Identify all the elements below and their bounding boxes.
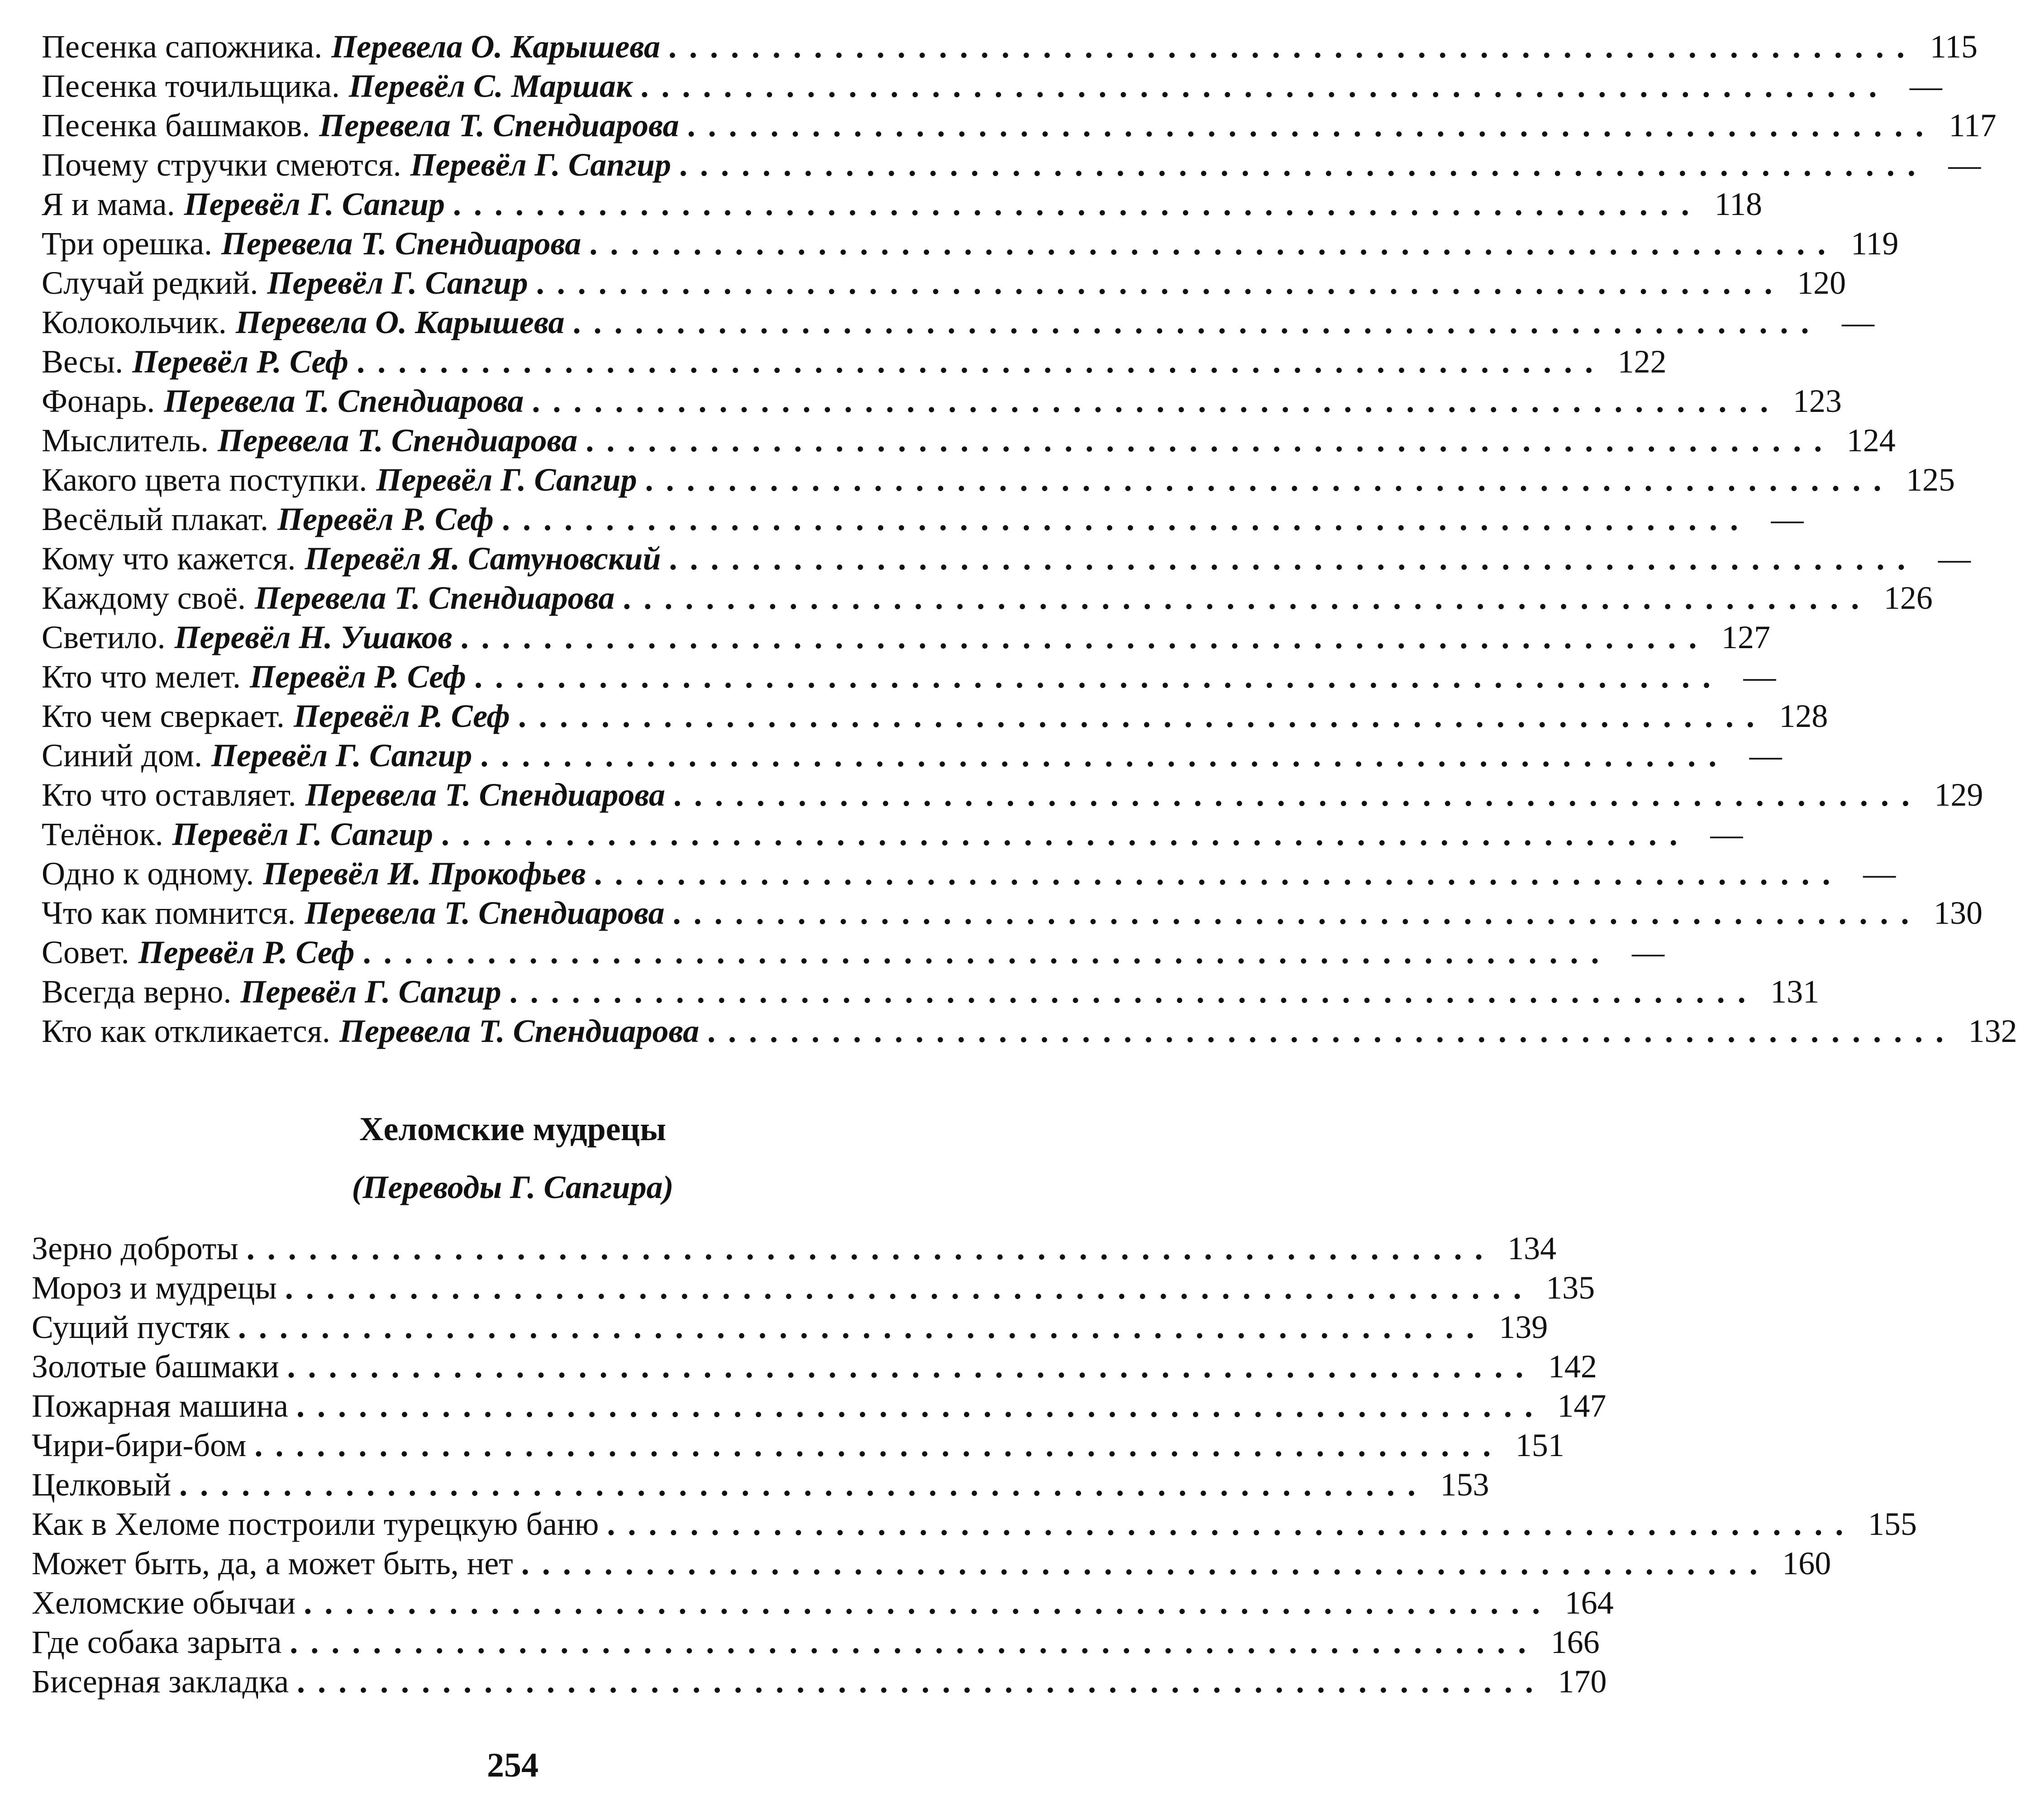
toc-entry-translator: Перевела Т. Спендиарова [164,383,524,419]
toc-entry [42,854,1896,893]
toc-entry-page: 135 [1546,1270,1595,1306]
toc-entry-title: Какого цвета поступки. [42,462,367,498]
toc-entry-translator: Перевёл Р. Сеф [132,344,349,380]
dot-leader: ............................................................ [672,895,1922,931]
toc-entry-title: Золотые башмаки [32,1348,279,1385]
toc-entry-title: Мыслитель. [42,422,209,459]
toc-entry-page: 166 [1550,1624,1600,1660]
dot-leader: ............................................................ [460,619,1710,655]
toc-entry [42,263,1846,303]
toc-entry-title: Кто что оставляет. [42,777,296,813]
dot-leader: ............................................................ [441,816,1690,852]
toc-entry [42,27,1978,67]
toc-entry-page: 128 [1779,698,1828,734]
toc-entry-translator: Перевёл С. Маршак [348,68,633,104]
dot-leader: ............................................................ [594,855,1843,892]
toc-entry-translator: Перевёл Г. Сапгир [211,737,472,774]
dot-leader: ............................................................ [589,225,1839,262]
toc-entry-title: Почему стручки смеются. [42,147,401,183]
toc-entry-title: Хеломские обычаи [32,1585,296,1621]
dot-leader: ............................................................ [297,1663,1546,1700]
toc-entry-translator: Перевёл Г. Сапгир [267,265,528,301]
toc-entry-translator: Перевела О. Карышева [331,29,660,65]
toc-entry [32,1426,1564,1465]
toc-entry [42,775,1983,815]
toc-entry [32,1505,1917,1544]
toc-entry [32,1465,1489,1505]
dot-leader: ............................................................ [290,1624,1539,1660]
dot-leader: ............................................................ [509,974,1759,1010]
toc-entry-page: — [1909,68,1942,104]
toc-entry [32,1662,1607,1701]
dot-leader: ............................................................ [668,29,1917,65]
toc-entry-page: — [1771,501,1804,537]
toc-entry-title: Чири-бири-бом [32,1427,247,1463]
toc-entry [42,1012,2017,1051]
toc-entry-translator: Перевела Т. Спендиарова [218,422,578,459]
dot-leader: ............................................................ [287,1348,1536,1385]
toc-entry-title: Синий дом. [42,737,202,774]
toc-entry-title: Где собака зарыта [32,1624,282,1660]
toc-entry-title: Сущий пустяк [32,1309,230,1345]
toc-entry-translator: Перевёл Р. Сеф [249,659,466,695]
toc-entry-page: 170 [1558,1663,1607,1700]
toc-entry-translator: Перевёл Р. Сеф [293,698,510,734]
toc-entry-page: 123 [1792,383,1842,419]
toc-entry [42,421,1896,460]
toc-entry-title: Я и мама. [42,186,175,222]
toc-entry-page: — [1948,147,1981,183]
toc-entry-title: Весы. [42,344,124,380]
toc-entry-title: Совет. [42,934,129,970]
toc-entry-title: Три орешка. [42,225,213,262]
toc-entry [32,1347,1597,1386]
dot-leader: ............................................................ [254,1427,1504,1463]
toc-entry-page: — [1863,855,1896,892]
toc-entry-title: Кому что кажется. [42,540,296,577]
toc-entry-page: — [1749,737,1782,774]
toc-entry-page: 124 [1846,422,1896,459]
toc-entry [32,1583,1614,1623]
toc-entry-translator: Перевела Т. Спендиарова [255,580,615,616]
toc-entry-page: 118 [1714,186,1763,222]
dot-leader: ............................................................ [669,540,1918,577]
toc-entry [32,1268,1595,1308]
toc-entry-title: Песенка точильщика. [42,68,340,104]
dot-leader: ............................................................ [518,698,1767,734]
dot-leader: ............................................................ [362,934,1612,970]
contents-list-chelm-stories [32,1229,1917,1701]
dot-leader: ............................................................ [536,265,1785,301]
toc-entry-translator: Перевёл Г. Сапгир [184,186,445,222]
toc-entry-page: 129 [1934,777,1983,813]
toc-entry [42,972,1820,1012]
dot-leader: ............................................................ [645,462,1894,498]
toc-entry-translator: Перевела Т. Спендиарова [305,777,665,813]
toc-entry-page: 131 [1770,974,1820,1010]
dot-leader: ............................................................ [673,777,1922,813]
toc-entry [32,1229,1557,1268]
toc-entry-page: 153 [1440,1467,1489,1503]
toc-entry-translator: Перевёл Н. Ушаков [174,619,453,655]
toc-entry-title: Одно к одному. [42,855,254,892]
toc-entry-title: Пожарная машина [32,1388,288,1424]
toc-entry-page: 164 [1564,1585,1614,1621]
toc-entry-translator: Перевела О. Карышева [235,304,565,340]
toc-entry-page: 125 [1906,462,1955,498]
toc-entry-page: 119 [1851,225,1899,262]
dot-leader: ............................................................ [532,383,1781,419]
dot-leader: ............................................................ [357,344,1606,380]
toc-entry-translator: Перевёл Г. Сапгир [172,816,433,852]
toc-entry-page: 122 [1617,344,1667,380]
toc-entry-page: — [1743,659,1776,695]
toc-entry-page: 151 [1515,1427,1564,1463]
toc-entry-title: Случай редкий. [42,265,258,301]
page-number: 254 [487,1746,539,1784]
toc-entry-title: Зерно доброты [32,1230,238,1266]
dot-leader: ............................................................ [607,1506,1856,1542]
toc-entry [42,67,1942,106]
toc-entry-translator: Перевёл И. Прокофьев [263,855,586,892]
dot-leader: ............................................................ [687,107,1936,143]
toc-entry [42,933,1665,972]
toc-entry [42,460,1955,500]
toc-entry-page: 127 [1721,619,1771,655]
toc-entry-title: Фонарь. [42,383,155,419]
dot-leader: ............................................................ [679,147,1928,183]
dot-leader: ............................................................ [501,501,1751,537]
toc-entry-title: Кто чем сверкает. [42,698,285,734]
toc-entry [42,224,1899,263]
toc-entry [32,1386,1606,1426]
toc-entry-translator: Перевёл Я. Сатуновский [305,540,661,577]
toc-entry-title: Мороз и мудрецы [32,1270,277,1306]
dot-leader: ............................................................ [521,1545,1770,1581]
toc-entry-page: 147 [1557,1388,1606,1424]
toc-entry-page: — [1938,540,1971,577]
section-subheading: (Переводы Г. Сапгира) [352,1169,674,1205]
toc-entry-translator: Перевёл Г. Сапгир [410,147,671,183]
toc-entry [42,815,1743,854]
toc-entry-title: Может быть, да, а может быть, нет [32,1545,513,1581]
section-heading: Хеломские мудрецы [359,1111,666,1148]
toc-entry-title: Как в Хеломе построили турецкую баню [32,1506,599,1542]
dot-leader: ............................................................ [285,1270,1534,1306]
toc-entry-page: 117 [1949,107,1997,143]
toc-entry [32,1308,1548,1347]
toc-entry-translator: Перевёл Г. Сапгир [240,974,501,1010]
toc-entry-page: 130 [1934,895,1983,931]
toc-entry-title: Телёнок. [42,816,163,852]
toc-entry-page: 142 [1548,1348,1597,1385]
dot-leader: ............................................................ [474,659,1723,695]
toc-entry-translator: Перевёл Г. Сапгир [376,462,637,498]
toc-entry-translator: Перевела Т. Спендиарова [319,107,679,143]
toc-entry [42,697,1828,736]
toc-entry [42,342,1667,382]
toc-entry-page: 139 [1499,1309,1548,1345]
toc-entry [32,1623,1600,1662]
toc-entry [42,106,1997,145]
dot-leader: ............................................................ [296,1388,1545,1424]
dot-leader: ............................................................ [246,1230,1496,1266]
dot-leader: ............................................................ [586,422,1835,459]
contents-list-poems [42,27,2017,1051]
toc-entry-translator: Перевёл Р. Сеф [138,934,355,970]
toc-entry-translator: Перевела Т. Спендиарова [221,225,582,262]
dot-leader: ............................................................ [623,580,1872,616]
toc-entry [42,185,1763,224]
dot-leader: ............................................................ [453,186,1702,222]
toc-entry [42,893,1983,933]
toc-entry-page: 160 [1782,1545,1831,1581]
toc-entry-title: Весёлый плакат. [42,501,268,537]
toc-entry [42,657,1776,697]
toc-entry-title: Кто что мелет. [42,659,241,695]
dot-leader: ............................................................ [480,737,1730,774]
dot-leader: ............................................................ [304,1585,1553,1621]
toc-entry-translator: Перевёл Р. Сеф [277,501,494,537]
toc-entry-title: Каждому своё. [42,580,246,616]
toc-entry [42,382,1842,421]
toc-entry-title: Кто как откликается. [42,1013,330,1049]
toc-entry-title: Песенка сапожника. [42,29,323,65]
toc-entry [42,539,1971,578]
dot-leader: ............................................................ [179,1467,1429,1503]
toc-entry-title: Бисерная закладка [32,1663,289,1700]
toc-entry [42,303,1875,342]
dot-leader: ............................................................ [707,1013,1957,1049]
toc-entry-title: Светило. [42,619,166,655]
toc-entry-page: 120 [1797,265,1846,301]
dot-leader: ............................................................ [238,1309,1487,1345]
toc-entry-page: 155 [1868,1506,1917,1542]
toc-entry-title: Колокольчик. [42,304,227,340]
toc-entry-page: — [1710,816,1743,852]
toc-entry [32,1544,1831,1583]
toc-entry-title: Целковый [32,1467,172,1503]
toc-entry-title: Что как помнится. [42,895,296,931]
toc-entry [42,500,1804,539]
toc-entry-title: Всегда верно. [42,974,232,1010]
toc-entry [42,578,1933,618]
toc-entry-page: 134 [1507,1230,1557,1266]
toc-entry [42,618,1771,657]
toc-entry [42,145,1981,185]
toc-entry-page: 126 [1883,580,1933,616]
toc-entry-translator: Перевела Т. Спендиарова [305,895,665,931]
dot-leader: ............................................................ [572,304,1822,340]
toc-entry-page: 115 [1930,29,1978,65]
toc-entry-translator: Перевела Т. Спендиарова [339,1013,700,1049]
dot-leader: ............................................................ [640,68,1890,104]
toc-entry-page: 132 [1968,1013,2017,1049]
toc-entry [42,736,1782,775]
toc-entry-page: — [1632,934,1665,970]
toc-entry-title: Песенка башмаков. [42,107,310,143]
toc-entry-page: — [1842,304,1875,340]
